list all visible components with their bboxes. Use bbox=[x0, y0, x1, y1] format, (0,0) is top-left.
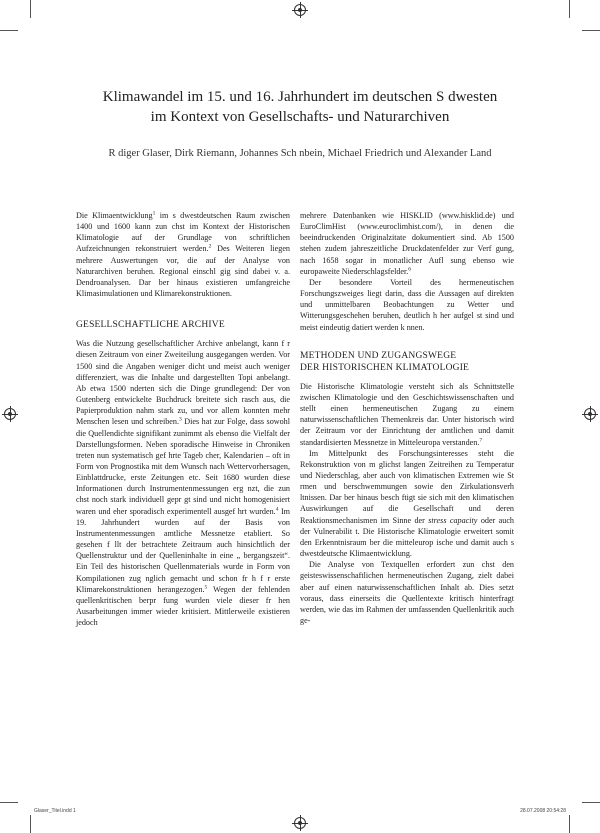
registration-mark-top bbox=[294, 4, 306, 16]
heading-line: METHODEN UND ZUGANGSWEGE bbox=[300, 350, 457, 361]
body-text: Wegen der fehlenden quellenkritischen berpr fung wurden viele dieser fr hen Ausarbeitungen immer wieder kritisiert. Mittlerweile existieren jedoch bbox=[76, 584, 290, 628]
article-title-line-1: Klimawandel im 15. und 16. Jahrhundert im deutschen S dwesten bbox=[102, 89, 498, 105]
crop-mark bbox=[0, 802, 18, 803]
body-text: Im Mittelpunkt des Forschungsinteresses steht die Rekonstruktion von m glichst langen Zeitreihen zu Temperatur und Niederschlag, aber auch von klimatischen Extremen wie St rmen und berschwemmungen sowie den Zirkulationsverh ltnissen. Dar ber hinaus besch ftigt sie sich mit den klimatischen Auswirkungen auf die Gesellschaft und deren Reaktionsmechanismen im Sinne der bbox=[300, 448, 514, 525]
body-text: Im 19. Jahrhundert wurden auf der Basis von Instrumentenmessungen amtliche Messnetze etabliert. So gesehen f llt der betrachtete Zeitraum auch hinsichtlich der Quellenstruktur und der Quelleninhalte in eine „ bergangszeit“. Ein Teil des historischen Quellenmaterials wurde in Form von Kompilationen zug nglich gemacht und schon fr h f r erste Klimarekonstruktionen herangezogen. bbox=[76, 506, 290, 594]
emphasis-term: stress capacity bbox=[428, 515, 478, 525]
footer-timestamp: 28.07.2008 20:54:28 bbox=[520, 808, 566, 814]
intro-paragraph bbox=[76, 210, 290, 299]
footnote-ref: 3 bbox=[178, 416, 182, 423]
footnote-ref: 5 bbox=[204, 583, 208, 590]
section-heading-methods bbox=[300, 350, 514, 374]
body-paragraph bbox=[76, 338, 290, 628]
intro-text: im s dwestdeutschen Raum zwischen 1400 und 1600 kann zun chst im Kontext der Historischen Klimatologie auf der Grundlage von schriftlichen Aufzeichnungen rekonstruiert werden. bbox=[76, 211, 290, 254]
body-paragraph: Die Analyse von Textquellen erfordert zun chst den geisteswissenschaftlichen hermeneutischen Zugang, zielt dabei aber auf einen naturwissenschaftlichen Inhalt ab. Dies setzt voraus, dass einerseits die Quellentexte kritisch hinterfragt werden, wie das im Rahmen der umfassenden Quellenkritik auch ge- bbox=[300, 560, 514, 625]
body-text: Die Historische Klimatologie versteht sich als Schnittstelle zwischen Klimatologie und den Geschichtswissenschaften und stellt einen hermeneutischen Zugang zu einem naturwissenschaftlichen Themenkreis dar. Unter historisch wird der Zeitraum vor der Einrichtung der amtlichen und damit standardisierten Messnetze in Mitteleuropa verstanden. bbox=[300, 381, 514, 447]
body-text: oder auch der Vulnerabilit t. Die Historische Klimatologie erweitert somit den Erkenntnisraum ber die mitteleurop ische und damit auch s dwestdeutsche Klimaentwicklung. bbox=[300, 515, 514, 559]
crop-mark bbox=[30, 0, 31, 18]
body-text: Was die Nutzung gesellschaftlicher Archive anbelangt, kann f r diesen Zeitraum von einer Zweiteilung ausgegangen werden. Vor 1500 sind die Angaben weniger dicht und meist auch weniger differenziert, was die Inhalte und dargestellten Topi anbelangt. Ab etwa 1500 nderten sich die Dinge grundlegend: Der von Gutenberg entwickelte Buchdruck breitete sich rasch aus, die Papierproduktion nahm stark zu, und vor allem konnten mehr Menschen lesen und schreiben. bbox=[76, 339, 290, 427]
footnote-ref: 7 bbox=[479, 436, 483, 443]
body-text: Dies hat zur Folge, dass sowohl die Quellendichte signifikant zunimmt als ebenso die Vielfalt der Darstellungsformen. Neben sporadische Hinweise in Chroniken treten nun systematisch gef hrte Tageb cher, Kalendarien – oft in Form von Prognostika mit dem Wunsch nach Wettervorhersagen, Einblattdrucke, erste Zeitungen etc. Seit 1680 wurden diese Informationen durch Instrumentenmessungen erg nzt, die zun chst noch stark individuell gepr gt sind und nicht homogenisiert waren und eher sporadisch experimentell ausgef hrt wurden. bbox=[76, 417, 291, 516]
heading-line: DER HISTORISCHEN KLIMATOLOGIE bbox=[300, 362, 470, 373]
article-title-line-2: im Kontext von Gesellschafts- und Naturarchiven bbox=[150, 109, 450, 125]
body-text: mehrere Datenbanken wie HISKLID (www.hisklid.de) und EuroClimHist (www.euroclimhist.com/), in denen die beeindruckenden Originalzitate dokumentiert sind. Ab 1500 stehen zudem jahreszeitliche Druckdatenfelder zur Verf gung, nach 1658 sogar in monatlicher Aufl sung ebenso wie europaweite Niederschlagsfelder. bbox=[300, 211, 514, 276]
author-list: R diger Glaser, Dirk Riemann, Johannes Sch nbein, Michael Friedrich und Alexander Land bbox=[108, 148, 492, 159]
footnote-ref: 4 bbox=[275, 505, 279, 512]
crop-mark bbox=[30, 815, 31, 833]
footnote-ref: 6 bbox=[408, 266, 412, 273]
intro-text: Des Weiteren liegen mehrere Auswertungen vor, die auf der Analyse von Naturarchiven beruhen. Regional einschl gig sind dabei v. a. Dendroanalysen. Dar ber hinaus existieren umfangreiche Klimasimulationen und Klimarekonstruktionen. bbox=[76, 244, 290, 299]
registration-mark-right bbox=[584, 408, 596, 420]
body-paragraph bbox=[300, 210, 514, 277]
crop-mark bbox=[582, 30, 600, 31]
body-paragraph bbox=[300, 448, 514, 560]
section-heading-archives: GESELLSCHAFTLICHE ARCHIVE bbox=[76, 320, 225, 331]
crop-mark bbox=[569, 0, 570, 18]
intro-text: Die Klimaentwicklung bbox=[76, 211, 153, 220]
crop-mark bbox=[582, 802, 600, 803]
crop-mark bbox=[0, 30, 18, 31]
footnote-ref: 1 bbox=[152, 210, 156, 217]
text-column-right bbox=[300, 210, 514, 626]
footer-file-info: Glaser_Titel.indd 1 bbox=[34, 808, 76, 814]
text-column-left bbox=[76, 210, 290, 628]
registration-mark-bottom bbox=[294, 817, 306, 829]
registration-mark-left bbox=[4, 408, 16, 420]
footnote-ref: 2 bbox=[208, 243, 212, 250]
body-paragraph: Der besondere Vorteil des hermeneutischen Forschungszweiges liegt darin, dass die Aussagen auf direkten und unmittelbaren Beobachtungen zu Wetter und Witterungsgeschehen beruhen, deutlich h her aufgel st sind und meist eindeutig datiert werden k nnen. bbox=[300, 277, 514, 332]
crop-mark bbox=[569, 815, 570, 833]
body-paragraph bbox=[300, 381, 514, 448]
